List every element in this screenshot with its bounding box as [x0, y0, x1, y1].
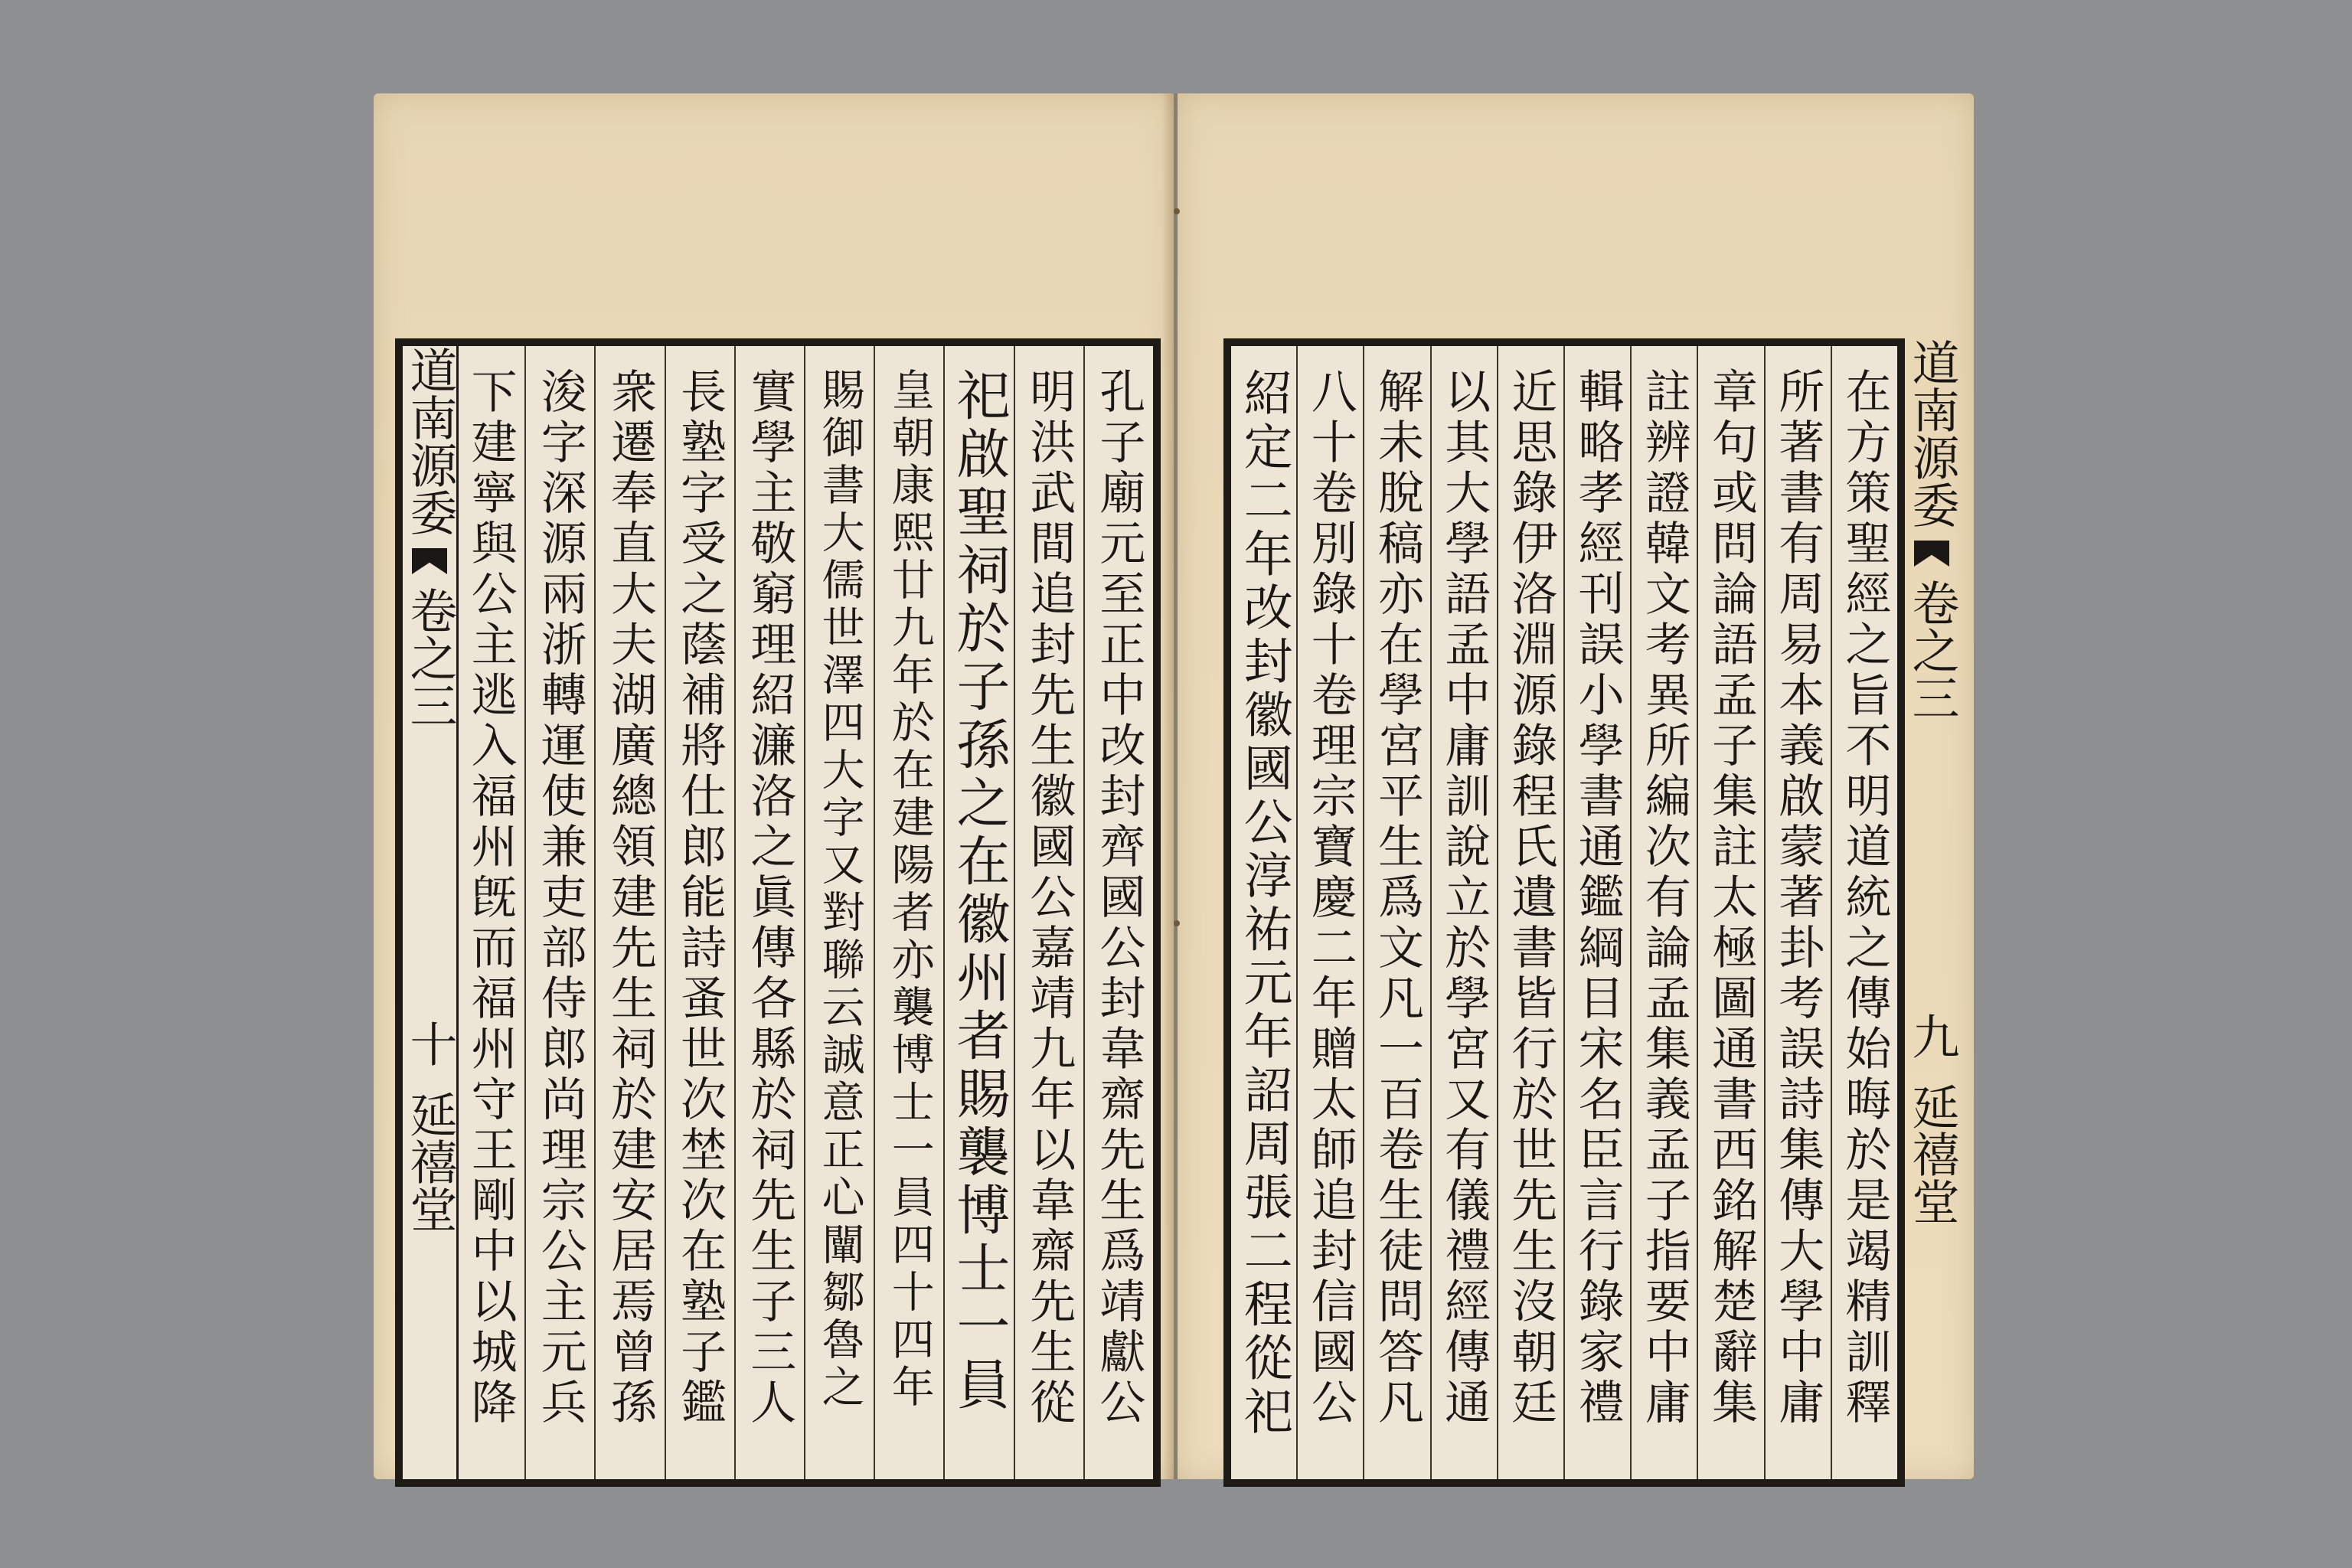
volume-label: 卷之三	[402, 586, 458, 729]
column-text: 實學主敬窮理紹濂洛之眞傳各縣於祠先生子三人	[743, 368, 797, 1429]
book-title: 道南源委	[1904, 338, 1960, 528]
column-text: 在方策聖經之旨不明道統之傳始晦於是竭精訓釋	[1838, 368, 1892, 1429]
text-column	[1296, 346, 1363, 1479]
column-text: 賜御書大儒世澤四大字又對聯云誠意正心闡鄒魯之	[815, 368, 865, 1412]
column-text: 皇朝康熙廿九年於在建陽者亦襲博士一員四十四年	[884, 368, 935, 1412]
column-text: 解未脫稿亦在學宮平生爲文凡一百卷生徒問答凡	[1370, 368, 1424, 1429]
text-column	[594, 346, 664, 1479]
text-column	[1831, 346, 1897, 1479]
fishtail-mark-icon	[412, 548, 447, 574]
publisher-label: 延禧堂	[1904, 1083, 1960, 1225]
left-page	[374, 93, 1174, 1479]
column-text: 註辨證韓文考異所編次有論孟集義孟子指要中庸	[1637, 368, 1691, 1429]
text-column	[1083, 346, 1153, 1479]
text-column	[1363, 346, 1429, 1479]
text-column	[943, 346, 1013, 1479]
binding-hole-icon	[1174, 208, 1180, 214]
right-page-frame	[1223, 338, 1905, 1487]
open-book	[374, 93, 1974, 1479]
text-column	[456, 346, 524, 1479]
text-column	[1563, 346, 1630, 1479]
binding-hole-icon	[1174, 920, 1180, 926]
text-column	[1697, 346, 1763, 1479]
right-text-columns	[1231, 346, 1897, 1479]
book-title: 道南源委	[402, 346, 458, 536]
column-text: 以其大學語孟中庸訓說立於學宮又有儀禮經傳通	[1437, 368, 1491, 1429]
column-text: 所著書有周易本義啟蒙著卦考誤詩集傳大學中庸	[1771, 368, 1825, 1429]
text-column	[804, 346, 874, 1479]
page-number: 九	[1904, 1012, 1960, 1060]
column-text: 長塾字受之蔭補將仕郎能詩蚤世次埜次在塾子鑑	[673, 368, 727, 1429]
volume-label: 卷之三	[1904, 579, 1960, 721]
left-page-center-margin	[403, 346, 459, 1479]
column-text: 章句或問論語孟子集註太極圖通書西銘解楚辭集	[1704, 368, 1758, 1429]
text-column	[1764, 346, 1831, 1479]
text-column	[1231, 346, 1296, 1479]
text-column	[874, 346, 943, 1479]
left-text-columns	[456, 346, 1153, 1479]
right-page-center-margin	[1905, 338, 1958, 1487]
publisher-label: 延禧堂	[402, 1090, 458, 1233]
text-column	[1497, 346, 1563, 1479]
column-text: 近思錄伊洛淵源錄程氏遺書皆行於世先生沒朝廷	[1504, 368, 1558, 1429]
page-number: 十	[402, 1020, 458, 1067]
text-column	[1430, 346, 1497, 1479]
column-text: 輯略孝經刊誤小學書通鑑綱目宋名臣言行錄家禮	[1570, 368, 1625, 1429]
text-column	[1630, 346, 1697, 1479]
column-text: 紹定二年改封徽國公淳祐元年詔周張二程從祀	[1235, 368, 1292, 1439]
left-page-frame	[395, 338, 1161, 1487]
text-column	[1014, 346, 1083, 1479]
column-text: 孔子廟元至正中改封齊國公封韋齋先生爲靖獻公	[1092, 368, 1146, 1429]
column-text: 祀啟聖祠於子孫之在徽州者賜襲博士一員	[947, 368, 1011, 1415]
text-column	[524, 346, 594, 1479]
text-column	[734, 346, 804, 1479]
fishtail-mark-icon	[1914, 541, 1949, 567]
column-text: 下建寧與公主逃入福州旣而福州守王剛中以城降	[463, 368, 518, 1429]
text-column	[665, 346, 734, 1479]
column-text: 浚字深源兩浙轉運使兼吏部侍郎尚理宗公主元兵	[533, 368, 587, 1429]
column-text: 八十卷別錄十卷理宗寶慶二年贈太師追封信國公	[1303, 368, 1357, 1429]
column-text: 衆遷奉直大夫湖廣總領建先生祠於建安居焉曾孫	[603, 368, 657, 1429]
column-text: 明洪武間追封先生徽國公嘉靖九年以韋齋先生從	[1022, 368, 1076, 1429]
